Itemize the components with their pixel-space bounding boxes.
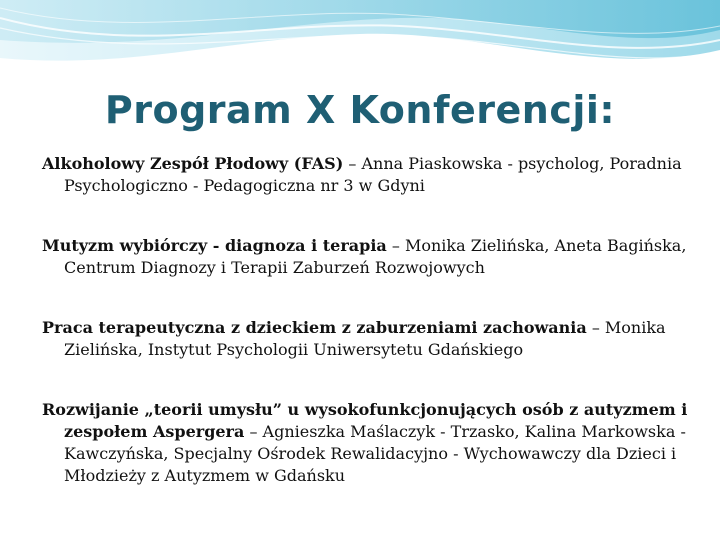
program-item <box>42 317 692 361</box>
slide-title: Program X Konferencji: <box>104 88 616 132</box>
program-item-topic: Rozwijanie „teorii umysłu” u wysokofunkcjonujących osób z autyzmem i zespołem Aspergera <box>42 400 688 441</box>
program-item-details: – Monika Zielińska, Aneta Bagińska, Centrum Diagnozy i Terapii Zaburzeń Rozwojowych <box>64 236 687 277</box>
program-item <box>42 399 692 487</box>
program-item-details: – Anna Piaskowska - psycholog, Poradnia Psychologiczno - Pedagogiczna nr 3 w Gdyni <box>64 154 682 195</box>
program-item-topic: Alkoholowy Zespół Płodowy (FAS) <box>42 154 344 173</box>
program-item <box>42 153 692 197</box>
header-wave-decoration <box>0 0 720 90</box>
program-item-details: – Agnieszka Maślaczyk - Trzasko, Kalina Markowska - Kawczyńska, Specjalny Ośrodek Rewalidacyjno - Wychowawczy dla Dzieci i Młodzieży z Autyzmem w Gdańsku <box>64 422 686 485</box>
program-item-details: – Monika Zielińska, Instytut Psychologii Uniwersytetu Gdańskiego <box>64 318 666 359</box>
program-item-topic: Mutyzm wybiórczy - diagnoza i terapia <box>42 236 387 255</box>
program-list <box>42 153 692 487</box>
program-item-topic: Praca terapeutyczna z dzieckiem z zaburzeniami zachowania <box>42 318 587 337</box>
program-item <box>42 235 692 279</box>
